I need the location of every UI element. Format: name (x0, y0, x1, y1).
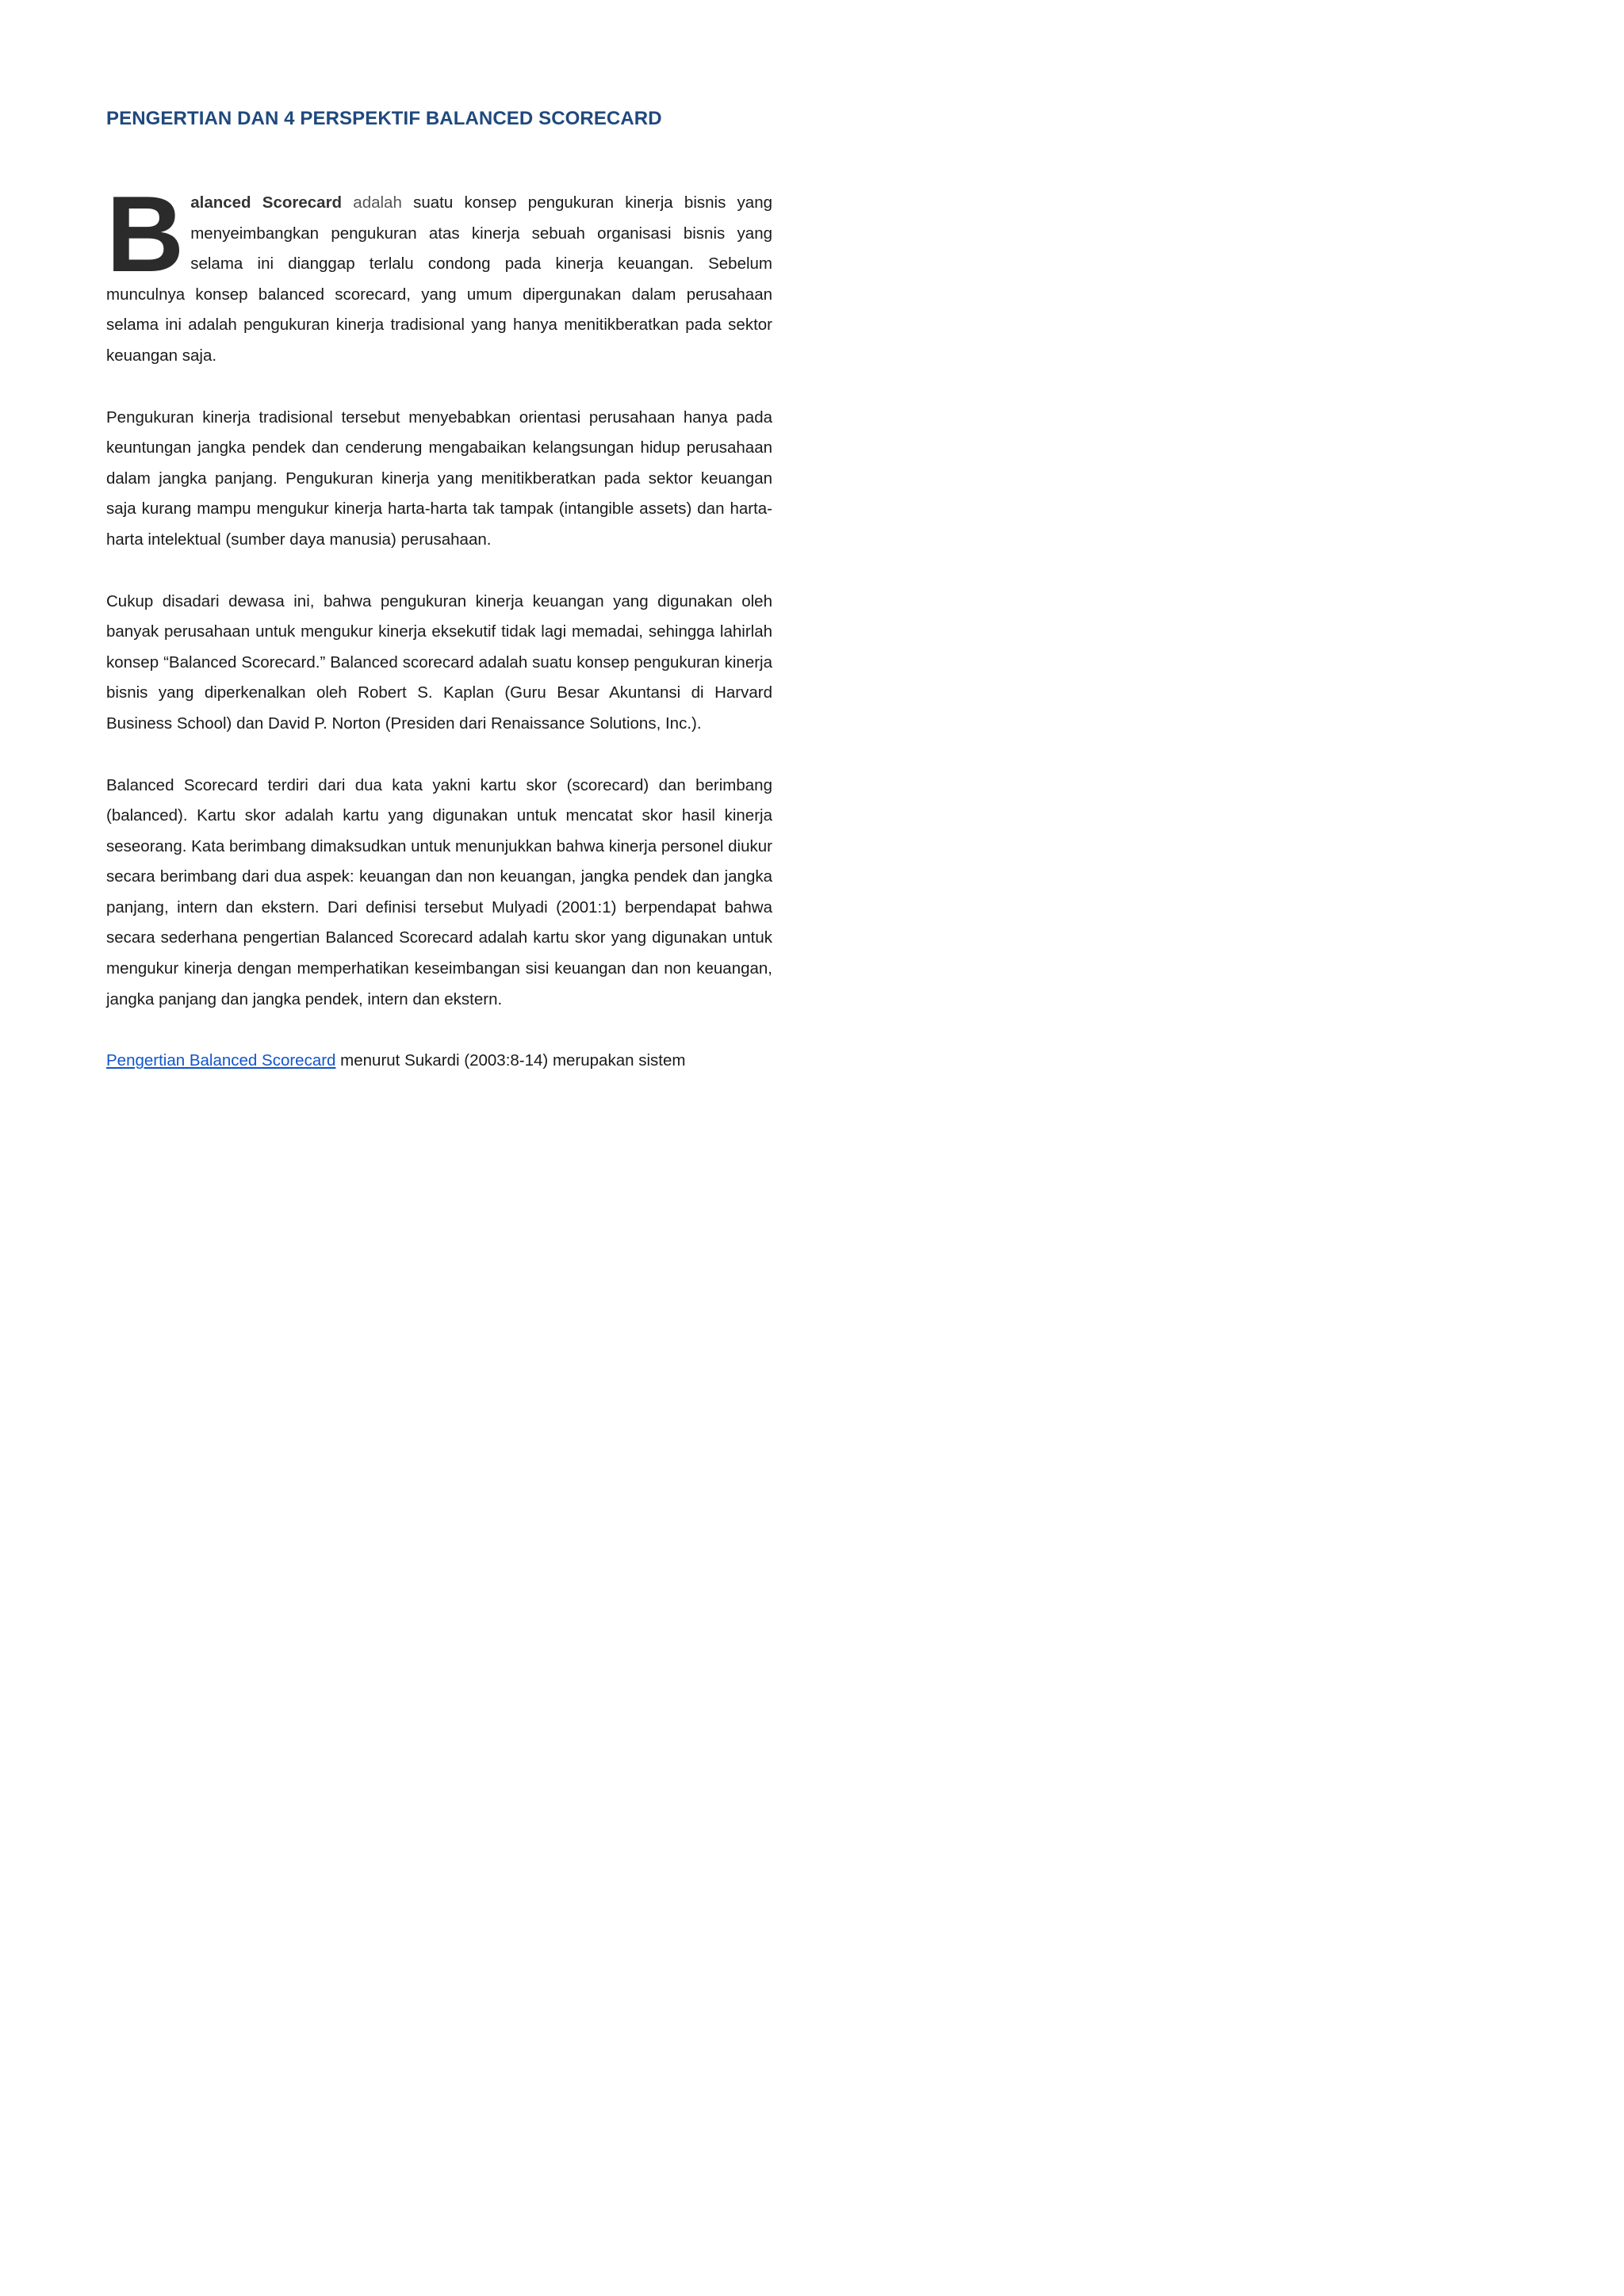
page-title: PENGERTIAN DAN 4 PERSPEKTIF BALANCED SCORECARD (106, 108, 662, 129)
document-page (0, 0, 879, 1243)
last-paragraph (106, 1046, 772, 1077)
pengertian-bsc-link[interactable]: Pengertian Balanced Scorecard (106, 1051, 336, 1070)
last-paragraph-text: menurut Sukardi (2003:8-14) merupakan sistem (335, 1051, 686, 1070)
body-paragraph: Cukup disadari dewasa ini, bahwa pengukuran kinerja keuangan yang digunakan oleh banyak perusahaan untuk mengukur kinerja eksekutif tidak lagi memadai, sehingga lahirlah konsep “Balanced Scorecard.” Balanced scorecard adalah suatu konsep pengukuran kinerja bisnis yang diperkenalkan oleh Robert S. Kaplan (Guru Besar Akuntansi di Harvard Business School) dan David P. Norton (Presiden dari Renaissance Solutions, Inc.). (106, 591, 772, 733)
intro-text: suatu konsep pengukuran kinerja bisnis yang menyeimbangkan pengukuran atas kinerja sebuah organisasi bisnis yang selama ini dianggap terlalu condong pada kinerja keuangan. Sebelum munculnya konsep balanced scorecard, yang umum dipergunakan dalam perusahaan selama ini adalah pengukuran kinerja tradisional yang hanya menitikberatkan pada sektor keuangan saja. (106, 193, 773, 365)
intro-paragraph (106, 174, 773, 372)
intro-lead-bold: alanced Scorecard (190, 193, 343, 212)
drop-cap: B (106, 174, 185, 294)
body-paragraph: Balanced Scorecard terdiri dari dua kata yakni kartu skor (scorecard) dan berimbang (balanced). Kartu skor adalah kartu yang digunakan untuk mencatat skor hasil kinerja seseorang. Kata berimbang dimaksudkan untuk menunjukkan bahwa kinerja personel diukur secara berimbang dari dua aspek: keuangan dan non keuangan, jangka pendek dan jangka panjang, intern dan ekstern. Dari definisi tersebut Mulyadi (2001:1) berpendapat bahwa secara sederhana pengertian Balanced Scorecard adalah kartu skor yang digunakan untuk mengukur kinerja dengan memperhatikan keseimbangan sisi keuangan dan non keuangan, jangka panjang dan jangka pendek, intern dan ekstern. (106, 775, 772, 1008)
document-body (106, 174, 773, 1108)
intro-lead-soft: adalah (342, 193, 402, 212)
body-paragraph: Pengukuran kinerja tradisional tersebut menyebabkan orientasi perusahaan hanya pada keuntungan jangka pendek dan cenderung mengabaikan kelangsungan hidup perusahaan dalam jangka panjang. Pengukuran kinerja yang menitikberatkan pada sektor keuangan saja kurang mampu mengukur kinerja harta-harta tak tampak (intangible assets) dan harta-harta intelektual (sumber daya manusia) perusahaan. (106, 408, 772, 549)
